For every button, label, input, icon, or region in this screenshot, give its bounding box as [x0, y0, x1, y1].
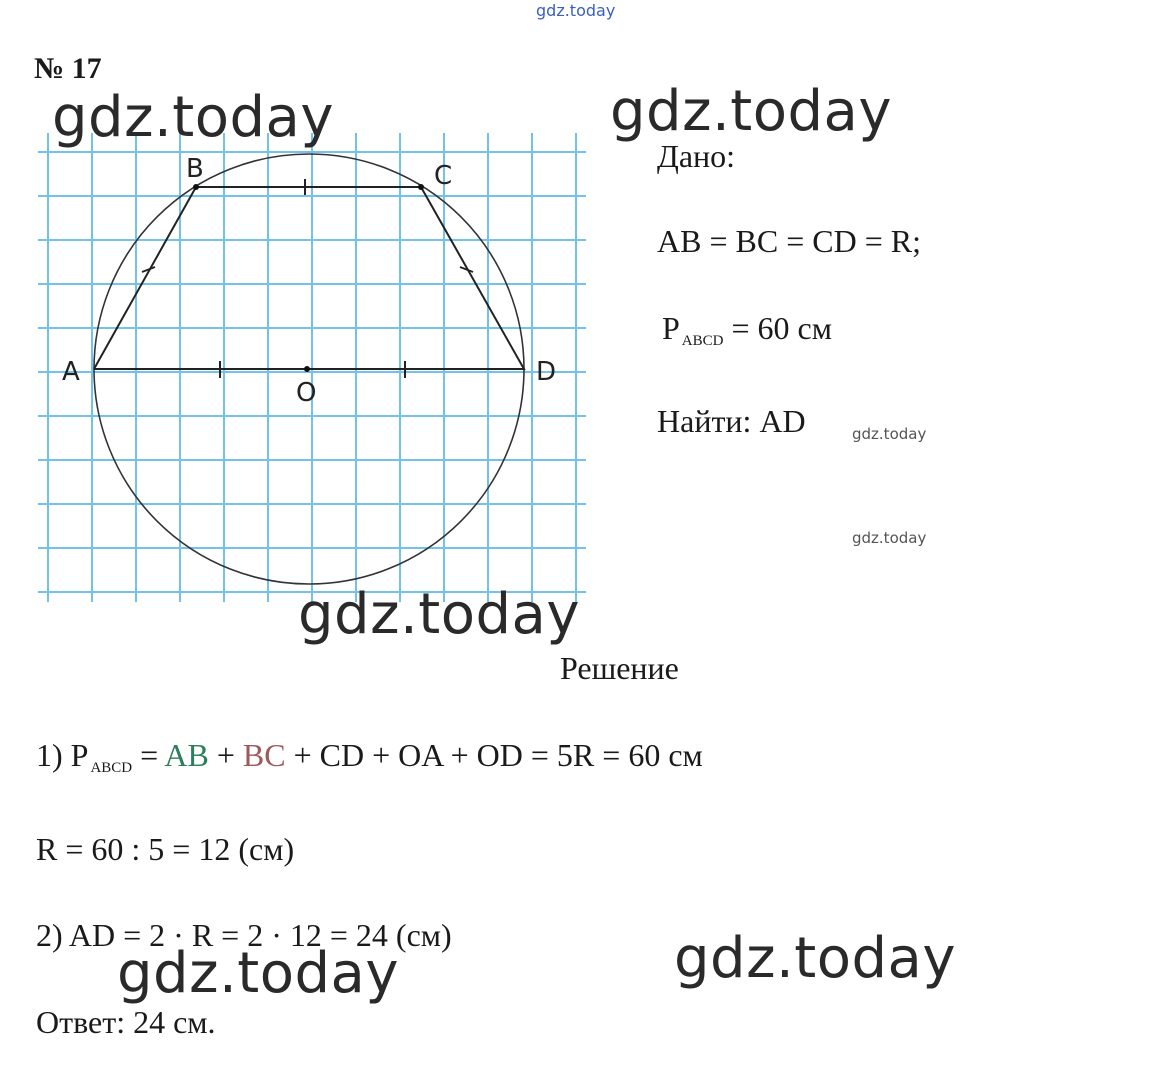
watermark-3: gdz.today [298, 582, 581, 647]
perimeter-subscript: ABCD [681, 333, 724, 349]
perimeter-symbol: P [662, 310, 680, 346]
label-o: O [296, 378, 317, 408]
watermark-4: gdz.today [117, 941, 400, 1006]
step1-plus: + [216, 737, 235, 773]
label-a: A [62, 357, 80, 387]
step1-subscript: ABCD [90, 760, 133, 776]
watermark-small-1: gdz.today [852, 425, 927, 443]
label-d: D [536, 357, 557, 387]
watermark-top: gdz.today [536, 1, 616, 20]
label-b: B [186, 154, 204, 184]
tick-marks [142, 179, 473, 378]
given-title: Дано: [657, 138, 736, 174]
grid [38, 133, 586, 602]
solution-step-1 [36, 737, 703, 777]
vertex-dots [193, 184, 424, 372]
solution-radius: R = 60 : 5 = 12 (см) [36, 831, 295, 867]
watermark-5: gdz.today [674, 926, 957, 991]
given-equalities: AB = BC = CD = R; [657, 223, 921, 259]
step1-prefix: 1) [36, 737, 63, 773]
watermark-2: gdz.today [610, 79, 893, 144]
step1-eq: = [140, 737, 159, 773]
watermark-small-2: gdz.today [852, 529, 927, 547]
trapezoid [94, 187, 524, 369]
step1-symbol: P [70, 737, 89, 773]
step1-bc: BC [242, 737, 286, 773]
solution-title: Решение [560, 650, 679, 686]
find-text: Найти: AD [657, 403, 806, 439]
answer: Ответ: 24 см. [36, 1004, 216, 1040]
problem-number: № 17 [34, 52, 102, 85]
label-c: C [434, 161, 453, 191]
perimeter-value: = 60 см [731, 310, 832, 346]
watermark-1: gdz.today [52, 85, 335, 150]
step1-rest: + CD + OA + OD = 5R = 60 см [293, 737, 703, 773]
step1-ab: AB [164, 737, 209, 773]
solution-step-2: 2) AD = 2 · R = 2 · 12 = 24 (см) [36, 917, 452, 953]
given-perimeter [662, 310, 832, 350]
